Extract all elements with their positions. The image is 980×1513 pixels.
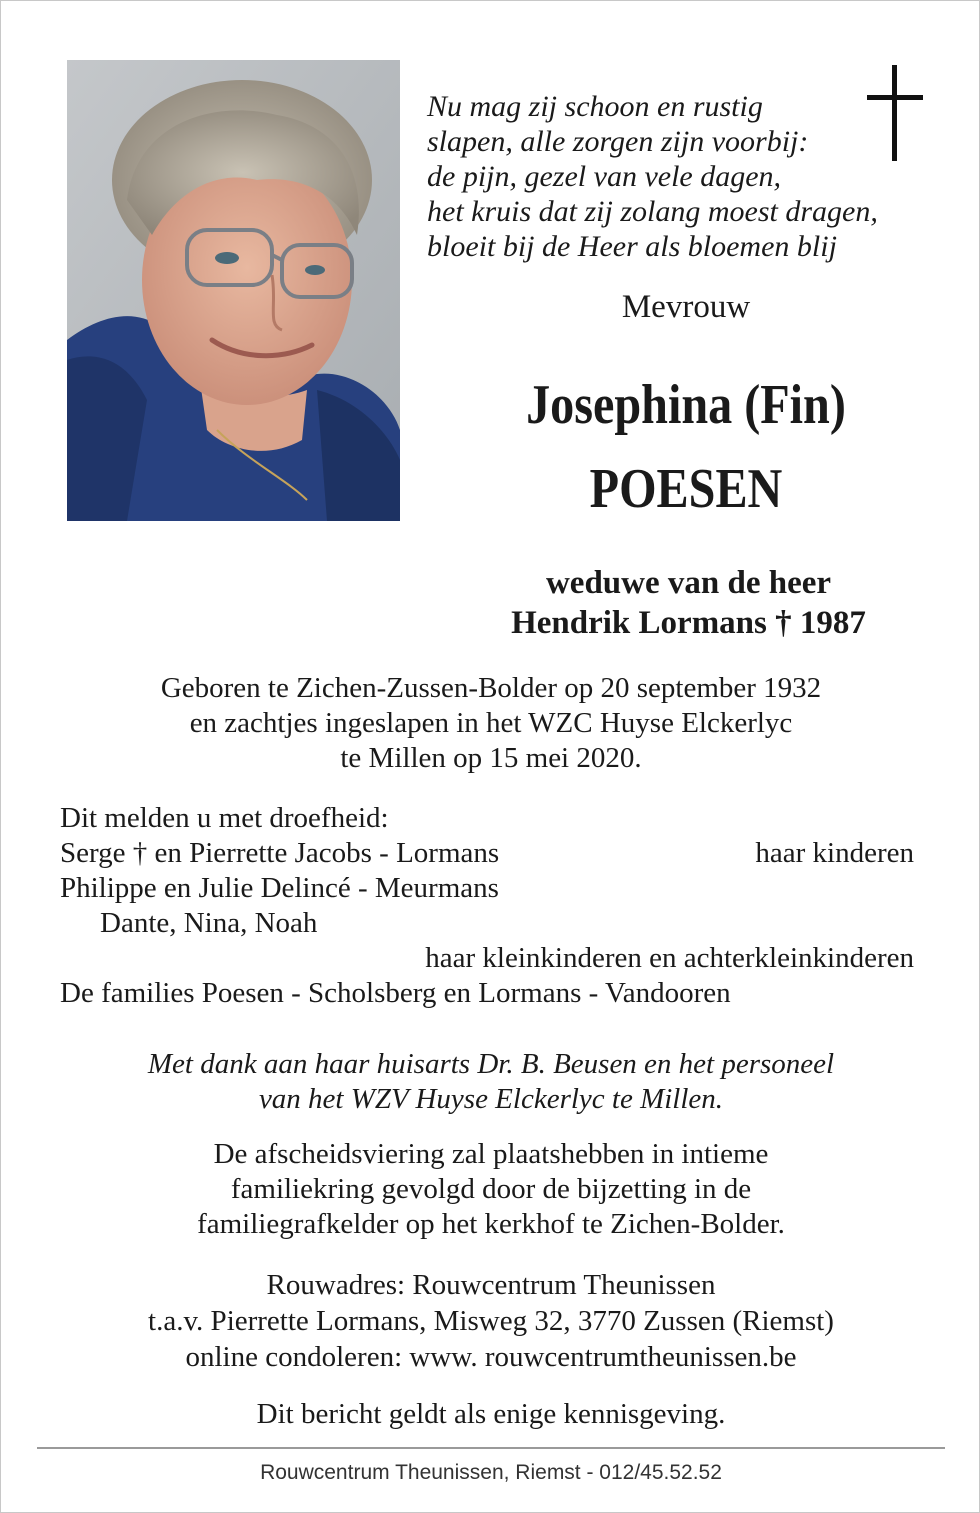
- portrait-photo: [67, 60, 400, 521]
- mourner-row: [60, 836, 920, 871]
- mourner-relation: haar kinderen: [755, 837, 914, 869]
- poem-line: Nu mag zij schoon en rustig: [427, 90, 763, 123]
- birth-line: te Millen op 15 mei 2020.: [340, 742, 642, 774]
- mourner-row: Philippe en Julie Delincé - Meurmans: [60, 872, 499, 904]
- birth-death-details: [41, 671, 941, 776]
- poem-line: de pijn, gezel van vele dagen,: [427, 160, 782, 193]
- address-line: t.a.v. Pierrette Lormans, Misweg 32, 3770 Zussen (Riemst): [148, 1305, 834, 1337]
- widow-line-1: weduwe van de heer: [545, 565, 832, 601]
- divider: [37, 1447, 945, 1449]
- footer-funeral-home: Rouwcentrum Theunissen, Riemst - 012/45.52.52: [260, 1461, 722, 1484]
- address-line: online condoleren: www. rouwcentrumtheunissen.be: [185, 1341, 797, 1373]
- address-line: Rouwadres: Rouwcentrum Theunissen: [266, 1269, 716, 1301]
- thanks-note: [41, 1047, 941, 1117]
- mourner-row: De families Poesen - Scholsberg en Lormans - Vandooren: [60, 977, 731, 1009]
- notice-line: Dit bericht geldt als enige kennisgeving.: [256, 1398, 726, 1430]
- deceased-first-name: Josephina (Fin): [526, 374, 846, 436]
- mourners-list: [60, 801, 920, 1011]
- poem: [427, 89, 927, 264]
- ceremony-details: [41, 1137, 941, 1242]
- mourners-intro: Dit melden u met droefheid:: [60, 802, 389, 834]
- ceremony-line: familiegrafkelder op het kerkhof te Zichen-Bolder.: [197, 1208, 785, 1240]
- mourner-names: Serge † en Pierrette Jacobs - Lormans: [60, 837, 500, 869]
- poem-line: bloeit bij de Heer als bloemen blij: [427, 230, 837, 263]
- thanks-line: Met dank aan haar huisarts Dr. B. Beusen en het personeel: [147, 1048, 835, 1080]
- poem-line: het kruis dat zij zolang moest dragen,: [427, 195, 878, 228]
- honorific: Mevrouw: [621, 289, 751, 325]
- mourner-row: Dante, Nina, Noah: [100, 907, 318, 939]
- portrait-illustration: [67, 60, 400, 521]
- mourner-relation: haar kleinkinderen en achterkleinkinderen: [425, 942, 914, 974]
- thanks-line: van het WZV Huyse Elckerlyc te Millen.: [258, 1083, 724, 1115]
- ceremony-line: familiekring gevolgd door de bijzetting in de: [230, 1173, 752, 1205]
- mourning-address: [41, 1267, 941, 1375]
- poem-line: slapen, alle zorgen zijn voorbij:: [427, 125, 809, 158]
- deceased-last-name: POESEN: [589, 458, 783, 520]
- birth-line: Geboren te Zichen-Zussen-Bolder op 20 september 1932: [160, 672, 822, 704]
- ceremony-line: De afscheidsviering zal plaatshebben in intieme: [213, 1138, 769, 1170]
- birth-line: en zachtjes ingeslapen in het WZC Huyse Elckerlyc: [189, 707, 793, 739]
- widow-line-2: Hendrik Lormans † 1987: [511, 605, 866, 641]
